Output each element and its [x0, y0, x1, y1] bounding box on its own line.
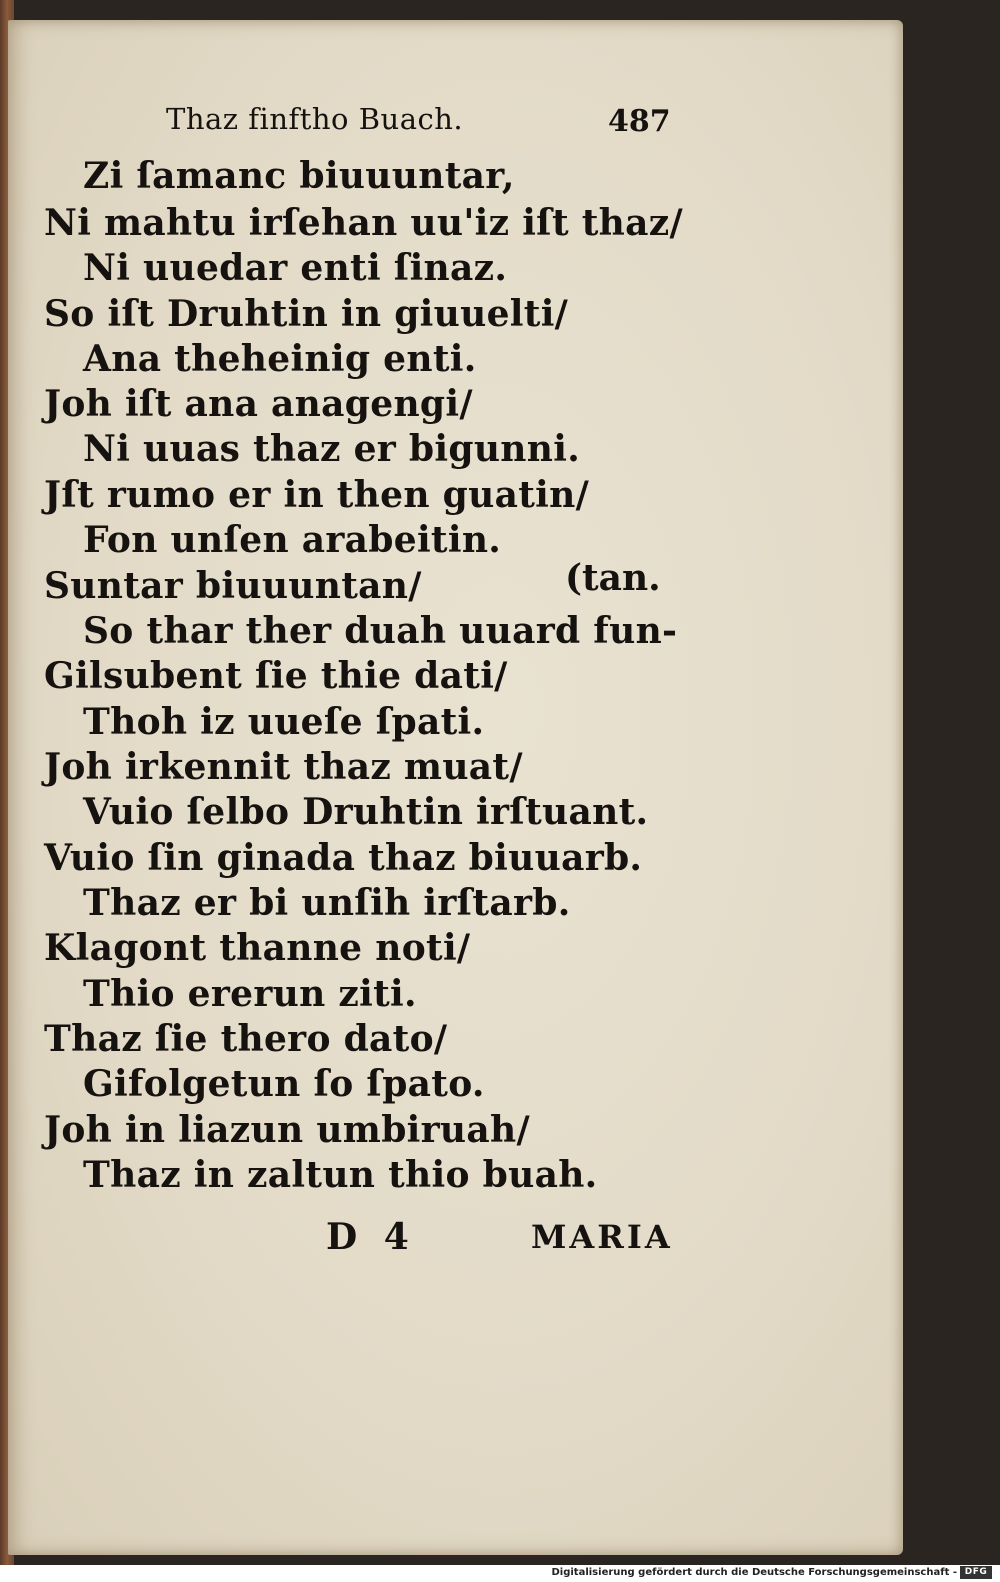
- verse-line: Zi ſamanc biuuuntar,: [83, 155, 515, 197]
- verse-line: Vuio ſelbo Druhtin irſtuant.: [83, 791, 649, 833]
- verse-line: Thio ererun ziti.: [83, 973, 417, 1015]
- verse-line: Fon unſen arabeitin.: [83, 519, 502, 561]
- page-number: 487: [608, 104, 671, 139]
- verse-line: Ni uuas thaz er bigunni.: [83, 428, 581, 470]
- verse-line: Ana theheinig enti.: [83, 338, 477, 380]
- verse-line: Joh irkennit thaz muat/: [44, 746, 523, 788]
- turnover-word: (tan.: [565, 557, 661, 599]
- verse-line: Gilsubent ſie thie dati/: [44, 655, 508, 697]
- verse-line: Ni uuedar enti ſinaz.: [83, 247, 508, 289]
- verse-line: Joh iſt ana anagengi/: [44, 383, 473, 425]
- verse-line: Klagont thanne noti/: [44, 927, 471, 969]
- verse-line: Gifolgetun ſo ſpato.: [83, 1063, 485, 1105]
- verse-line: Thaz er bi unſih irſtarb.: [83, 882, 571, 924]
- verse-line: Thoh iz uueſe ſpati.: [83, 701, 485, 743]
- book-page: [8, 20, 903, 1555]
- footer-credit: Digitalisierung gefördert durch die Deutsche Forschungsgemeinschaft -: [551, 1567, 957, 1578]
- signature-mark: D 4: [326, 1216, 409, 1258]
- verse-line: Ni mahtu irſehan uu'iz iſt thaz/: [44, 202, 683, 244]
- verse-line: Vuio ſin ginada thaz biuuarb.: [44, 837, 643, 879]
- page-text-area: [8, 20, 903, 1555]
- verse-line: Thaz ſie thero dato/: [44, 1018, 448, 1060]
- verse-line: Jſt rumo er in then guatin/: [44, 474, 590, 516]
- verse-line: Thaz in zaltun thio buah.: [83, 1154, 598, 1196]
- catchword: MARIA: [531, 1218, 673, 1256]
- verse-line: So thar ther duah uuard fun-: [83, 610, 678, 652]
- dfg-logo: DFG: [960, 1566, 992, 1579]
- verse-line: Joh in liazun umbiruah/: [44, 1109, 530, 1151]
- running-head: Thaz finftho Buach.: [166, 102, 464, 136]
- verse-line: So iſt Druhtin in giuuelti/: [44, 293, 569, 335]
- verse-line: Suntar biuuuntan/: [44, 565, 422, 607]
